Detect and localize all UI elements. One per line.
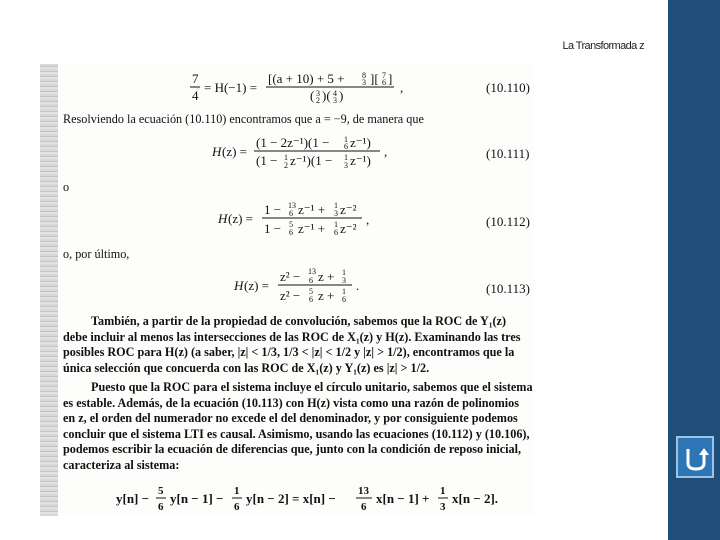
paragraph-stability: Puesto que la ROC para el sistema incluye el círculo unitario, sabemos que el sistema es estable. Además, de la ecuación (10.113) con H(z) vista como una razón de polinomios en z, el orden del numerador no excede el del denominador, y por consiguiente podemos concluir que el sistema LTI es causal. Asimismo, usando las ecuaciones (10.112) y (10.106), podemos escribir la ecuación de diferencias que, junto con la condición de reposo inicial, caracteriza al sistema: bbox=[63, 380, 533, 472]
equation-number: (10.113) bbox=[486, 281, 530, 296]
svg-text:1: 1 bbox=[334, 201, 338, 210]
svg-text:,: , bbox=[384, 144, 388, 159]
svg-text:x[n − 2].: x[n − 2]. bbox=[452, 491, 499, 506]
equation-number: (10.111) bbox=[486, 146, 530, 161]
svg-text:,: , bbox=[366, 212, 370, 227]
difference-equation-graphic bbox=[116, 482, 499, 516]
svg-text:(z) =: (z) = bbox=[222, 144, 248, 159]
svg-text:2: 2 bbox=[316, 96, 320, 105]
svg-text:6: 6 bbox=[289, 228, 293, 237]
svg-text:z +: z + bbox=[318, 269, 335, 284]
svg-text:6: 6 bbox=[361, 501, 367, 513]
svg-text:y[n] −: y[n] − bbox=[116, 491, 150, 506]
svg-text:z⁻¹ +: z⁻¹ + bbox=[298, 202, 326, 217]
svg-text:z⁻²: z⁻² bbox=[340, 221, 357, 236]
svg-text:3: 3 bbox=[333, 96, 337, 105]
svg-text:3: 3 bbox=[344, 161, 348, 170]
equation-10-112 bbox=[218, 200, 388, 246]
svg-text:(1 − 2z⁻¹)(1 −: (1 − 2z⁻¹)(1 − bbox=[256, 135, 330, 150]
return-arrow-icon bbox=[682, 443, 710, 473]
svg-text:z⁻¹)(1 −: z⁻¹)(1 − bbox=[290, 153, 333, 168]
equation-number: (10.112) bbox=[486, 214, 530, 229]
svg-text:z⁻²: z⁻² bbox=[340, 202, 357, 217]
svg-text:7: 7 bbox=[192, 71, 199, 86]
svg-text:13: 13 bbox=[358, 485, 369, 497]
svg-text:)(: )( bbox=[322, 88, 331, 103]
svg-text:][: ][ bbox=[370, 71, 379, 86]
svg-text:3: 3 bbox=[362, 78, 366, 87]
svg-text:z² −: z² − bbox=[280, 288, 301, 303]
svg-text:7: 7 bbox=[382, 71, 386, 80]
svg-text:1: 1 bbox=[342, 268, 346, 277]
svg-text:2: 2 bbox=[284, 161, 288, 170]
svg-text:1 −: 1 − bbox=[264, 221, 282, 236]
svg-text:(z) =: (z) = bbox=[244, 278, 270, 293]
svg-text:1: 1 bbox=[344, 153, 348, 162]
svg-text:13: 13 bbox=[308, 267, 316, 276]
svg-text:3: 3 bbox=[334, 209, 338, 218]
svg-text:1: 1 bbox=[342, 287, 346, 296]
svg-text:z⁻¹ +: z⁻¹ + bbox=[298, 221, 326, 236]
svg-text:6: 6 bbox=[342, 295, 346, 304]
equation-number: (10.110) bbox=[486, 80, 530, 95]
svg-text:(1 −: (1 − bbox=[256, 153, 278, 168]
svg-text:z⁻¹): z⁻¹) bbox=[350, 135, 371, 150]
svg-text:= H(−1) =: = H(−1) = bbox=[204, 80, 258, 95]
svg-text:z⁻¹): z⁻¹) bbox=[350, 153, 371, 168]
svg-text:1: 1 bbox=[344, 135, 348, 144]
paragraph-convolution: También, a partir de la propiedad de convolución, sabemos que la ROC de Y₁(z) debe incluir al menos las intersecciones de las ROC de X₁(z) y H(z). Examinando las tres posibles ROC para H(z) (a saber, |z| < 1/3, 1/3 < |z| < 1/2 y |z| > 1/2), encontramos que la única selección que concuerda con las ROC de X₁(z) y Y₁(z) es |z| > 1/2. bbox=[63, 314, 521, 375]
svg-text:6: 6 bbox=[289, 209, 293, 218]
svg-text:y[n − 2] = x[n] −: y[n − 2] = x[n] − bbox=[246, 491, 336, 506]
svg-text:1: 1 bbox=[234, 485, 240, 497]
text-line: o bbox=[63, 180, 70, 194]
svg-text:,: , bbox=[400, 80, 404, 95]
equation-10-111 bbox=[212, 134, 412, 178]
svg-text:4: 4 bbox=[192, 88, 199, 103]
svg-text:3: 3 bbox=[342, 276, 346, 285]
svg-text:1: 1 bbox=[284, 153, 288, 162]
svg-text:6: 6 bbox=[344, 142, 348, 151]
svg-text:6: 6 bbox=[334, 228, 338, 237]
svg-text:z +: z + bbox=[318, 288, 335, 303]
svg-text:[(a + 10) + 5 +: [(a + 10) + 5 + bbox=[268, 71, 345, 86]
svg-text:5: 5 bbox=[309, 287, 313, 296]
slide-title: La Transformada z bbox=[562, 40, 644, 52]
svg-text:1 −: 1 − bbox=[264, 202, 282, 217]
text-line: Resolviendo la ecuación (10.110) encontramos que a = −9, de manera que bbox=[63, 112, 424, 126]
svg-text:z² −: z² − bbox=[280, 269, 301, 284]
svg-text:H: H bbox=[234, 278, 244, 293]
svg-text:1: 1 bbox=[334, 220, 338, 229]
svg-text:3: 3 bbox=[440, 501, 446, 513]
difference-equation bbox=[116, 482, 499, 520]
svg-text:6: 6 bbox=[309, 276, 313, 285]
svg-text:]: ] bbox=[388, 71, 393, 86]
svg-text:4: 4 bbox=[333, 89, 337, 98]
svg-text:5: 5 bbox=[289, 220, 293, 229]
equation-10-112-graphic bbox=[218, 200, 388, 242]
return-button[interactable] bbox=[676, 436, 714, 478]
text-line: o, por último, bbox=[63, 247, 130, 261]
scan-binding-edge bbox=[40, 64, 58, 516]
svg-text:6: 6 bbox=[158, 501, 164, 513]
equation-10-110-graphic bbox=[190, 70, 480, 106]
svg-text:6: 6 bbox=[382, 78, 386, 87]
svg-text:x[n − 1] +: x[n − 1] + bbox=[376, 491, 430, 506]
equation-10-113-graphic bbox=[234, 266, 394, 310]
svg-text:H: H bbox=[218, 211, 228, 226]
svg-text:.: . bbox=[356, 278, 360, 293]
equation-10-111-graphic bbox=[212, 134, 412, 174]
svg-text:6: 6 bbox=[234, 501, 240, 513]
svg-text:(z) =: (z) = bbox=[228, 211, 254, 226]
equation-10-113 bbox=[234, 266, 394, 314]
svg-text:): ) bbox=[339, 88, 344, 103]
svg-text:(: ( bbox=[310, 88, 315, 103]
svg-text:6: 6 bbox=[309, 295, 313, 304]
svg-text:5: 5 bbox=[158, 485, 164, 497]
svg-text:13: 13 bbox=[288, 201, 296, 210]
svg-text:1: 1 bbox=[440, 485, 446, 497]
equation-10-110 bbox=[190, 70, 480, 110]
svg-text:3: 3 bbox=[316, 89, 320, 98]
svg-text:8: 8 bbox=[362, 71, 366, 80]
svg-text:H: H bbox=[212, 144, 222, 159]
svg-text:y[n − 1] −: y[n − 1] − bbox=[170, 491, 224, 506]
